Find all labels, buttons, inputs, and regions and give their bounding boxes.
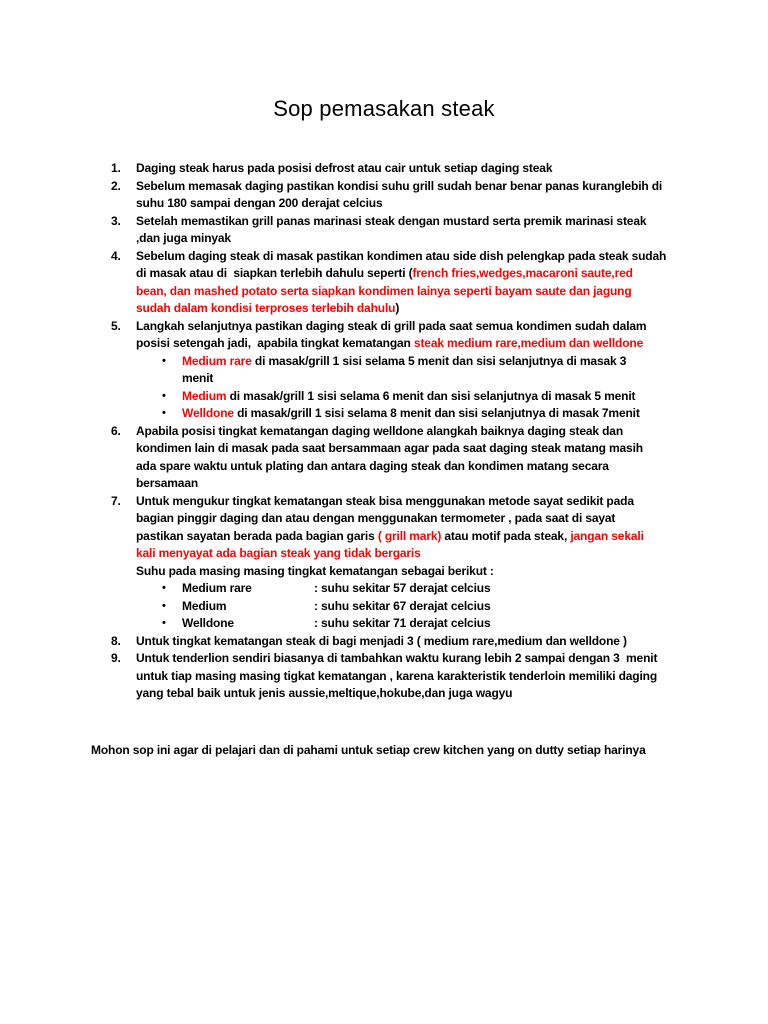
item-number: 6. bbox=[111, 423, 121, 438]
item-number: 3. bbox=[111, 213, 121, 228]
highlight-text: Welldone bbox=[182, 406, 234, 420]
item-number: 5. bbox=[111, 318, 121, 333]
item-text: Apabila posisi tingkat kematangan daging welldone alangkah baiknya daging steak dan bbox=[136, 423, 623, 438]
item-text: Untuk tingkat kematangan steak di bagi menjadi 3 ( medium rare,medium dan welldone ) bbox=[136, 633, 627, 648]
item-text: Langkah selanjutnya pastikan daging steak di grill pada saat semua kondimen sudah dalam bbox=[136, 318, 647, 333]
item-text: ada spare waktu untuk plating dan antara daging steak dan kondimen matang secara bbox=[136, 458, 609, 473]
item-text: Sebelum daging steak di masak pastikan kondimen atau side dish pelengkap pada steak sudah bbox=[136, 248, 667, 263]
list-item bbox=[103, 423, 678, 493]
temperature-row bbox=[159, 580, 678, 598]
bullet-icon: • bbox=[162, 389, 166, 402]
temperature-value: : suhu sekitar 71 derajat celcius bbox=[314, 616, 491, 630]
bullet-icon: • bbox=[162, 617, 166, 629]
bullet-item bbox=[159, 405, 678, 423]
highlight-text: Medium rare bbox=[182, 353, 252, 368]
temperature-row bbox=[159, 615, 678, 633]
highlight-text: Medium bbox=[182, 388, 227, 403]
list-item bbox=[103, 160, 678, 178]
highlight-text: steak medium rare,medium dan welldone bbox=[413, 336, 644, 350]
item-text: bersamaan bbox=[136, 476, 199, 490]
list-item bbox=[103, 213, 678, 248]
item-text: Sebelum memasak daging pastikan kondisi suhu grill sudah benar benar panas kuranglebih di bbox=[136, 178, 663, 193]
item-text: di masak/grill 1 sisi selama 8 menit dan sisi selanjutnya di masak 7menit bbox=[233, 406, 640, 420]
item-number: 9. bbox=[111, 651, 121, 665]
highlight-text: bean, dan mashed potato serta siapkan kondimen lainya seperti bayam saute dan jagung bbox=[136, 283, 632, 298]
item-text: bagian pinggir daging dan atau dengan menggunakan termometer , pada saat di sayat bbox=[136, 511, 616, 525]
item-text: di masak atau di siapkan terlebih dahulu seperti ( bbox=[136, 266, 413, 280]
highlight-text: french fries,wedges,macaroni saute,red bbox=[412, 266, 633, 280]
item-text: Untuk tenderlion sendiri biasanya di tambahkan waktu kurang lebih 2 sampai dengan 3 menit bbox=[136, 651, 658, 665]
highlight-text: kali menyayat ada bagian steak yang tidak bergaris bbox=[136, 546, 421, 560]
list-item bbox=[103, 178, 678, 213]
item-text: Untuk mengukur tingkat kematangan steak bisa menggunakan metode sayat sedikit pada bbox=[136, 493, 634, 508]
temperature-row bbox=[159, 598, 678, 616]
item-text: kondimen lain di masak pada saat bersammaan agar pada saat daging steak matang masih bbox=[136, 441, 643, 455]
highlight-text: sudah dalam kondisi terproses terlebih dahulu bbox=[136, 301, 396, 315]
item-text: di masak/grill 1 sisi selama 5 menit dan sisi selanjutnya di masak 3 bbox=[251, 353, 627, 368]
item-text: untuk tiap masing masing tigkat kematangan , karena karakteristik tenderloin memiliki daging bbox=[136, 668, 658, 683]
document-title: Sop pemasakan steak bbox=[273, 96, 495, 121]
bullet-icon: • bbox=[162, 582, 166, 594]
item-text: menit bbox=[182, 371, 214, 385]
item-text: suhu 180 sampai dengan 200 derajat celcius bbox=[136, 196, 383, 210]
item-number: 1. bbox=[111, 161, 121, 175]
bullet-icon: • bbox=[162, 599, 166, 612]
item-number: 7. bbox=[111, 493, 121, 508]
item-text: Daging steak harus pada posisi defrost atau cair untuk setiap daging steak bbox=[136, 161, 553, 175]
item-text: di masak/grill 1 sisi selama 6 menit dan sisi selanjutnya di masak 5 menit bbox=[226, 388, 636, 403]
item-text: ) bbox=[395, 301, 400, 315]
temperature-list bbox=[136, 580, 678, 633]
item-text: yang tebal baik untuk jenis aussie,meltique,hokube,dan juga wagyu bbox=[136, 686, 513, 700]
item-text: atau motif pada steak, bbox=[441, 528, 571, 543]
doneness-label: Medium bbox=[182, 598, 227, 613]
bullet-item bbox=[159, 353, 678, 388]
bullet-item bbox=[159, 388, 678, 406]
doneness-label: Welldone bbox=[182, 616, 234, 630]
list-item bbox=[103, 633, 678, 651]
highlight-text: ( grill mark) bbox=[377, 528, 442, 543]
item-text: posisi setengah jadi, apabila tingkat kematangan bbox=[136, 336, 414, 350]
item-text: ,dan juga minyak bbox=[136, 231, 231, 245]
list-item bbox=[103, 493, 678, 633]
footer-note: Mohon sop ini agar di pelajari dan di pahami untuk setiap crew kitchen yang on dutty setiap harinya bbox=[91, 743, 646, 757]
list-item bbox=[103, 650, 678, 703]
item-text: Setelah memastikan grill panas marinasi steak dengan mustard serta premik marinasi steak bbox=[136, 213, 647, 228]
list-item bbox=[103, 318, 678, 423]
bullet-icon: • bbox=[162, 407, 166, 419]
bullet-icon: • bbox=[162, 354, 166, 367]
item-number: 8. bbox=[111, 633, 121, 648]
item-text: Suhu pada masing masing tingkat kematangan sebagai berikut : bbox=[136, 563, 494, 578]
sop-list bbox=[103, 160, 678, 703]
doneness-label: Medium rare bbox=[182, 581, 252, 595]
item-number: 2. bbox=[111, 178, 121, 193]
item-number: 4. bbox=[111, 248, 121, 263]
temperature-value: : suhu sekitar 57 derajat celcius bbox=[314, 581, 491, 595]
highlight-text: jangan sekali bbox=[570, 528, 644, 543]
item-text: pastikan sayatan berada pada bagian garis bbox=[136, 528, 378, 543]
bullet-list bbox=[136, 353, 678, 423]
list-item bbox=[103, 248, 678, 318]
temperature-value: : suhu sekitar 67 derajat celcius bbox=[314, 598, 491, 613]
